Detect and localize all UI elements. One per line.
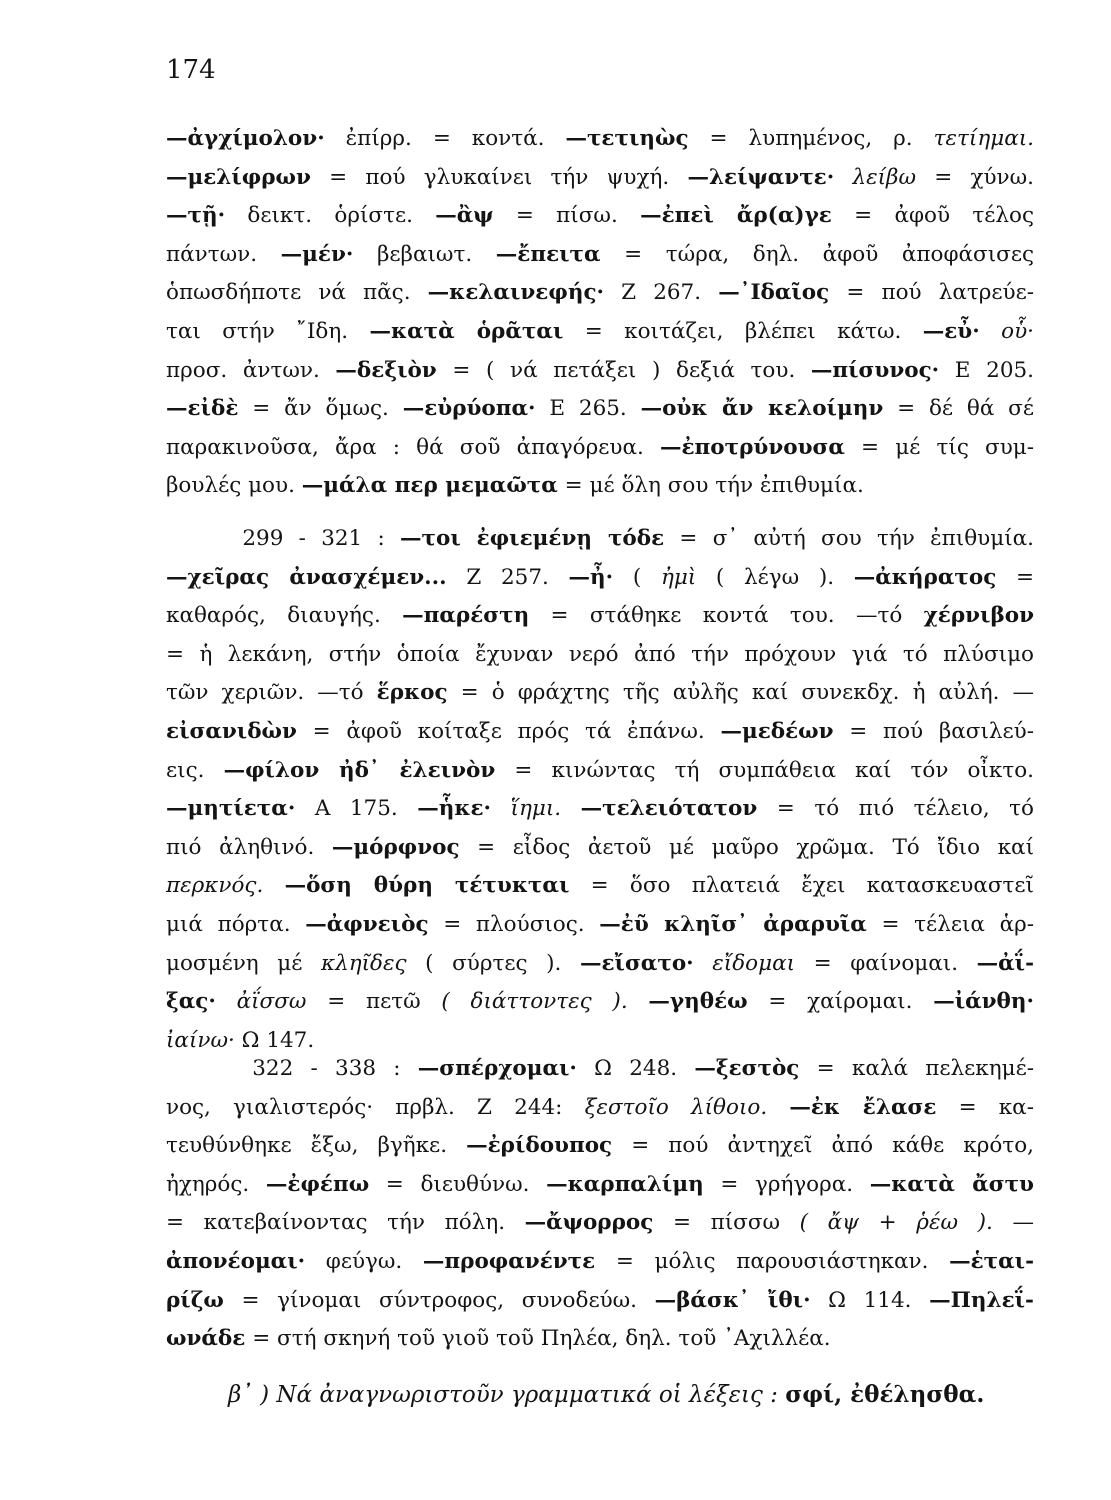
paragraph-glossary-322-338: [166, 1050, 1034, 1359]
text-line: = ἡ λεκάνη, στήν ὁποία ἔχυναν νερό ἀπό τήν πρόχουν γιά τό πλύσιμο: [166, 641, 1034, 667]
text-line: —τῇ· δεικτ. ὁρίστε. —ἂψ = πίσω. —ἐπεὶ ἄρ(α)γε = ἀφοῦ τέλος: [166, 203, 1034, 229]
text-line: ἠχηρός. —ἐφέπω = διευθύνω. —καρπαλίμη = γρήγορα. —κατὰ ἄστυ: [166, 1171, 1034, 1197]
paragraph-glossary-299-321: [166, 520, 1034, 1060]
text-line: περκνός. —ὅση θύρη τέτυκται = ὅσο πλατειά ἔχει κατασκευαστεῖ: [166, 873, 1034, 899]
text-line: βουλές μου. —μάλα περ μεμαῶτα = μέ ὅλη σου τήν ἐπιθυμία.: [166, 473, 864, 499]
text-line: ωνάδε = στή σκηνή τοῦ γιοῦ τοῦ Πηλέα, δηλ. τοῦ ᾽Αχιλλέα.: [166, 1326, 831, 1352]
text-line: ἰαίνω· Ω 147.: [166, 1027, 315, 1053]
text-line: νος, γιαλιστερός· πρβλ. Ζ 244: ξεστοῖο λίθοιο. —ἐκ ἔλασε = κα-: [166, 1094, 1034, 1120]
paragraph-glossary-1: [166, 120, 1034, 506]
text-line: 299 - 321 : —τοι ἐφιεμένῃ τόδε = σ᾽ αὐτή σου τήν ἐπιθυμία.: [166, 526, 1034, 551]
text-line: —ἀγχίμολον· ἐπίρρ. = κοντά. —τετιηὼς = λυπημένος, ρ. τετίημαι.: [166, 126, 1034, 151]
text-line: εις. —φίλον ἠδ᾽ ἐλεινὸν = κινώντας τή συμπάθεια καί τόν οἶκτο.: [166, 757, 1035, 783]
text-line: μιά πόρτα. —ἀφνειὸς = πλούσιος. —ἐῦ κληῖσ᾽ ἀραρυῖα = τέλεια ἁρ-: [166, 911, 1035, 937]
text-line: ται στήν ῎Ιδη. —κατὰ ὁρᾶται = κοιτάζει, βλέπει κάτω. —εὖ· οὗ·: [166, 318, 1034, 344]
text-line: ὁπωσδήποτε νά πᾶς. —κελαινεφής· Ζ 267. —᾽Ιδαῖος = πού λατρεύε-: [166, 280, 1035, 306]
text-line: τῶν χεριῶν. —τό ἕρκος = ὁ φράχτης τῆς αὐλῆς καί συνεκδχ. ἡ αὐλή. —: [166, 680, 1034, 706]
text-line: εἰσανιδὼν = ἀφοῦ κοίταξε πρός τά ἐπάνω. —μεδέων = πού βασιλεύ-: [166, 718, 1034, 744]
text-line: —χεῖρας ἀνασχέμεν... Ζ 257. —ἦ· ( ἠμὶ ( λέγω ). —ἀκήρατος =: [166, 564, 1035, 590]
text-line: μοσμένη μέ κληῖδες ( σύρτες ). —εἴσατο· εἴδομαι = φαίνομαι. —ἀΐ-: [166, 950, 1034, 976]
exercise-instruction: β᾽ ) Νά ἀναγνωριστοῦν γραμματικά οἱ λέξεις :: [228, 1382, 778, 1408]
text-line: πιό ἀληθινό. —μόρφνος = εἶδος ἀετοῦ μέ μαῦρο χρῶμα. Τό ἴδιο καί: [166, 834, 1035, 860]
text-line: ρίζω = γίνομαι σύντροφος, συνοδεύω. —βάσκ᾽ ἴθι· Ω 114. —Πηλεΐ-: [166, 1287, 1034, 1313]
text-line: —μελίφρων = πού γλυκαίνει τήν ψυχή. —λείψαντε· λείβω = χύνω.: [166, 164, 1034, 190]
text-line: καθαρός, διαυγής. —παρέστη = στάθηκε κοντά του. —τό χέρνιβον: [166, 603, 1034, 629]
text-line: —εἰδὲ = ἄν ὅμως. —εὐρύοπα· Ε 265. —οὐκ ἄν κελοίμην = δέ θά σέ: [166, 396, 1035, 422]
text-line: τευθύνθηκε ἔξω, βγῆκε. —ἐρίδουπος = πού ἀντηχεῖ ἀπό κάθε κρότο,: [166, 1133, 1034, 1159]
page-number: 174: [166, 55, 216, 85]
text-line: ξας· ἀΐσσω = πετῶ ( διάττοντες ). —γηθέω = χαίρομαι. —ἰάνθη·: [166, 989, 1035, 1015]
text-line: παρακινοῦσα, ἄρα : θά σοῦ ἀπαγόρευα. —ἐποτρύνουσα = μέ τίς συμ-: [166, 434, 1035, 460]
text-line: 322 - 338 : —σπέρχομαι· Ω 248. —ξεστὸς = καλά πελεκημέ-: [166, 1056, 1034, 1081]
exercise-line: [228, 1375, 1038, 1415]
exercise-words: σφί, ἐθέλησθα.: [785, 1381, 985, 1408]
text-line: = κατεβαίνοντας τήν πόλη. —ἄψορρος = πίσσω ( ἄψ + ῥέω ). —: [166, 1210, 1034, 1236]
text-line: ἀπονέομαι· φεύγω. —προφανέντε = μόλις παρουσιάστηκαν. —ἑται-: [166, 1248, 1035, 1274]
text-line: πάντων. —μέν· βεβαιωτ. —ἔπειτα = τώρα, δηλ. ἀφοῦ ἀποφάσισες: [166, 241, 1034, 267]
text-line: —μητίετα· Α 175. —ἧκε· ἵημι. —τελειότατον = τό πιό τέλειο, τό: [166, 796, 1035, 822]
text-line: προσ. ἀντων. —δεξιὸν = ( νά πετάξει ) δεξιά του. —πίσυνος· Ε 205.: [166, 357, 1035, 383]
